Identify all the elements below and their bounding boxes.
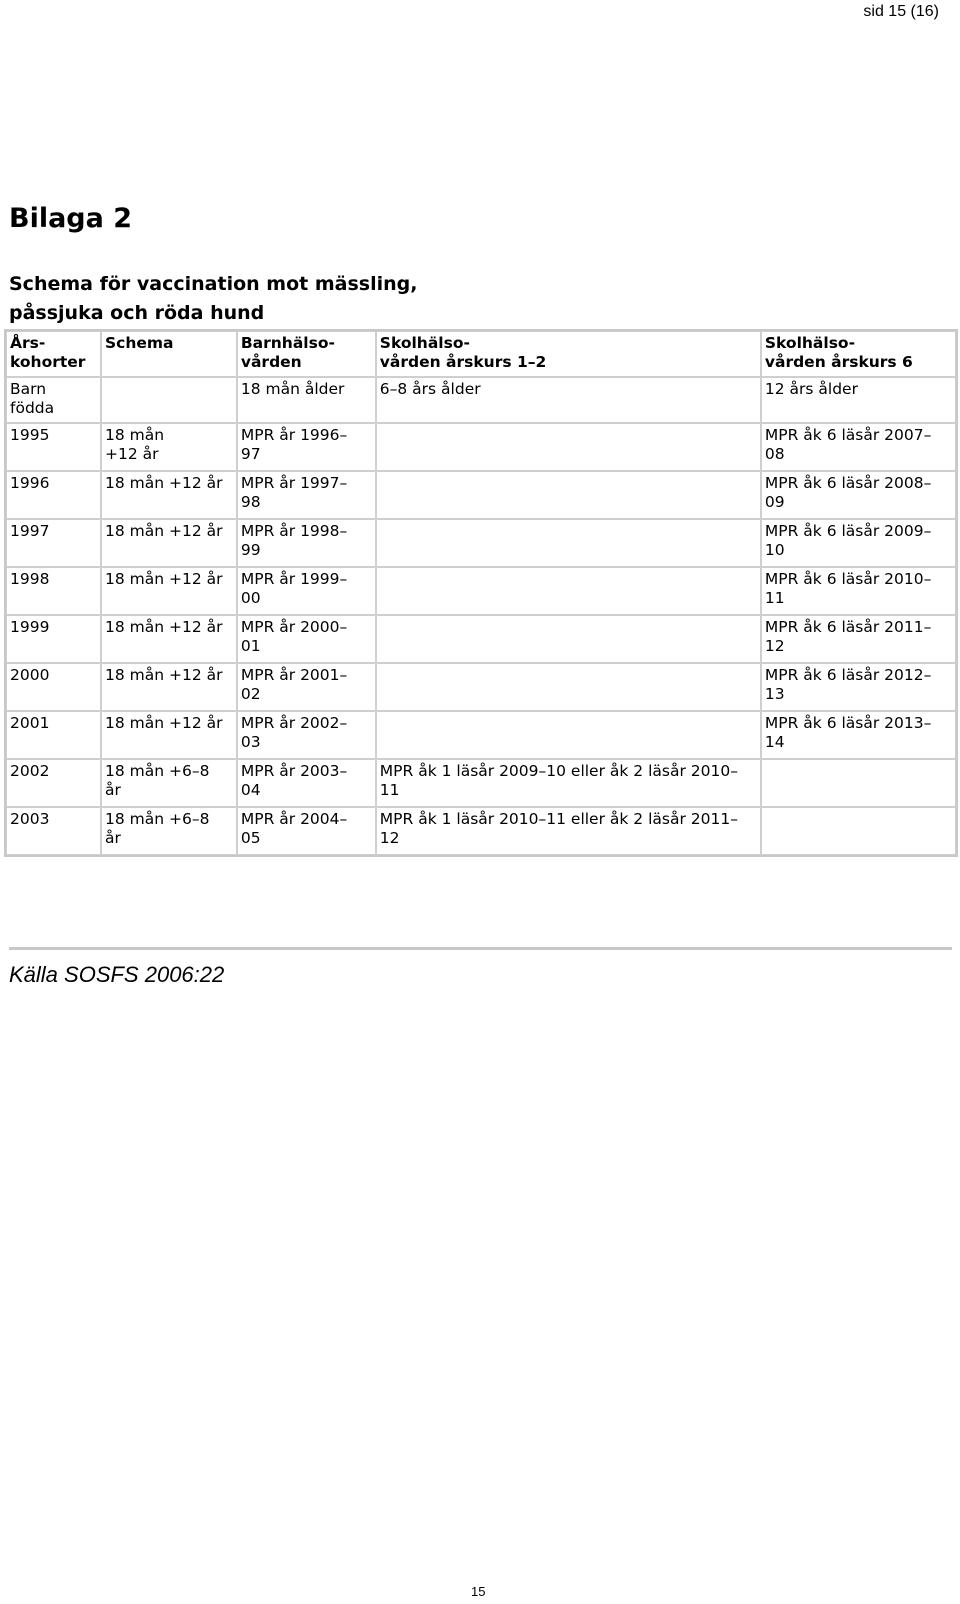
- cell-child-health-care: MPR år 2003– 04: [237, 759, 376, 807]
- cell-school-health-grade-6: MPR åk 6 läsår 2012– 13: [761, 663, 956, 711]
- cell-schema: 18 mån +12 år: [101, 663, 237, 711]
- source-citation: Källa SOSFS 2006:22: [9, 962, 225, 987]
- schema-title: Schema för vaccination mot mässling, påssjuka och röda hund: [9, 273, 418, 324]
- table-row: [6, 567, 956, 615]
- cell-cohort: 2001: [6, 711, 101, 759]
- cell-school-health-grade-6: MPR åk 6 läsår 2008– 09: [761, 471, 956, 519]
- cell-child-health-care: MPR år 1997– 98: [237, 471, 376, 519]
- cell-child-health-care: MPR år 1999– 00: [237, 567, 376, 615]
- cell-school-health-grade-6: MPR åk 6 läsår 2011– 12: [761, 615, 956, 663]
- vaccination-schedule-table: [4, 329, 958, 857]
- cell-school-health-grade-6: [761, 807, 956, 855]
- cell-cohort: 2002: [6, 759, 101, 807]
- cell-school-health-grade-6: MPR åk 6 läsår 2007– 08: [761, 423, 956, 471]
- column-header-school-health-grade-1-2: Skolhälso- vården årskurs 1–2: [376, 331, 761, 377]
- table-body: [6, 377, 956, 855]
- cell-schema: 18 mån +12 år: [101, 423, 237, 471]
- column-header-cohort: Års- kohorter: [6, 331, 101, 377]
- cell-school-health-grade-1-2: [376, 519, 761, 567]
- cell-school-health-grade-6: MPR åk 6 läsår 2009– 10: [761, 519, 956, 567]
- table-header: [6, 331, 956, 377]
- table-row: [6, 711, 956, 759]
- age-row: [6, 377, 956, 423]
- footer-divider: [9, 947, 952, 950]
- cell-schema: 18 mån +12 år: [101, 567, 237, 615]
- table-row: [6, 807, 956, 855]
- cell-school-health-grade-1-2: MPR åk 1 läsår 2009–10 eller åk 2 läsår 2010– 11: [376, 759, 761, 807]
- page-number: 15: [471, 1584, 486, 1599]
- cell-school-health-grade-1-2: [376, 663, 761, 711]
- cell-school-health-grade-6: MPR åk 6 läsår 2013– 14: [761, 711, 956, 759]
- cell-cohort: 1995: [6, 423, 101, 471]
- cell-school-health-grade-1-2: [376, 615, 761, 663]
- cell-child-health-care: MPR år 2004– 05: [237, 807, 376, 855]
- cell-schema: 18 mån +12 år: [101, 471, 237, 519]
- cell-schema: 18 mån +12 år: [101, 615, 237, 663]
- cell-school-health-grade-1-2: [376, 711, 761, 759]
- cell-cohort: 1999: [6, 615, 101, 663]
- cell-school-health-grade-6: [761, 759, 956, 807]
- cell-school-health-grade-1-2: [376, 423, 761, 471]
- cell-child-health-care: MPR år 1996– 97: [237, 423, 376, 471]
- age-cell-school-health-grade-1-2: 6–8 års ålder: [376, 377, 761, 423]
- cell-schema: 18 mån +6–8 år: [101, 759, 237, 807]
- age-cell-schema: [101, 377, 237, 423]
- cell-schema: 18 mån +12 år: [101, 519, 237, 567]
- cell-school-health-grade-6: MPR åk 6 läsår 2010– 11: [761, 567, 956, 615]
- cell-school-health-grade-1-2: [376, 567, 761, 615]
- column-header-child-health-care: Barnhälso- vården: [237, 331, 376, 377]
- appendix-title: Bilaga 2: [9, 203, 133, 234]
- cell-cohort: 1997: [6, 519, 101, 567]
- cell-schema: 18 mån +6–8 år: [101, 807, 237, 855]
- table-row: [6, 615, 956, 663]
- cell-schema: 18 mån +12 år: [101, 711, 237, 759]
- cell-cohort: 1996: [6, 471, 101, 519]
- page-reference: sid 15 (16): [863, 3, 939, 20]
- cell-child-health-care: MPR år 2002– 03: [237, 711, 376, 759]
- table-row: [6, 519, 956, 567]
- table-row: [6, 759, 956, 807]
- cell-cohort: 1998: [6, 567, 101, 615]
- table-row: [6, 471, 956, 519]
- cell-child-health-care: MPR år 2000– 01: [237, 615, 376, 663]
- age-cell-cohort: Barn födda: [6, 377, 101, 423]
- cell-school-health-grade-1-2: MPR åk 1 läsår 2010–11 eller åk 2 läsår 2011– 12: [376, 807, 761, 855]
- cell-school-health-grade-1-2: [376, 471, 761, 519]
- age-cell-school-health-grade-6: 12 års ålder: [761, 377, 956, 423]
- table-row: [6, 663, 956, 711]
- table-row: [6, 423, 956, 471]
- header-row: [6, 331, 956, 377]
- column-header-school-health-grade-6: Skolhälso- vården årskurs 6: [761, 331, 956, 377]
- cell-child-health-care: MPR år 2001– 02: [237, 663, 376, 711]
- column-header-schema: Schema: [101, 331, 237, 377]
- cell-cohort: 2000: [6, 663, 101, 711]
- cell-child-health-care: MPR år 1998– 99: [237, 519, 376, 567]
- age-cell-child-health-care: 18 mån ålder: [237, 377, 376, 423]
- cell-cohort: 2003: [6, 807, 101, 855]
